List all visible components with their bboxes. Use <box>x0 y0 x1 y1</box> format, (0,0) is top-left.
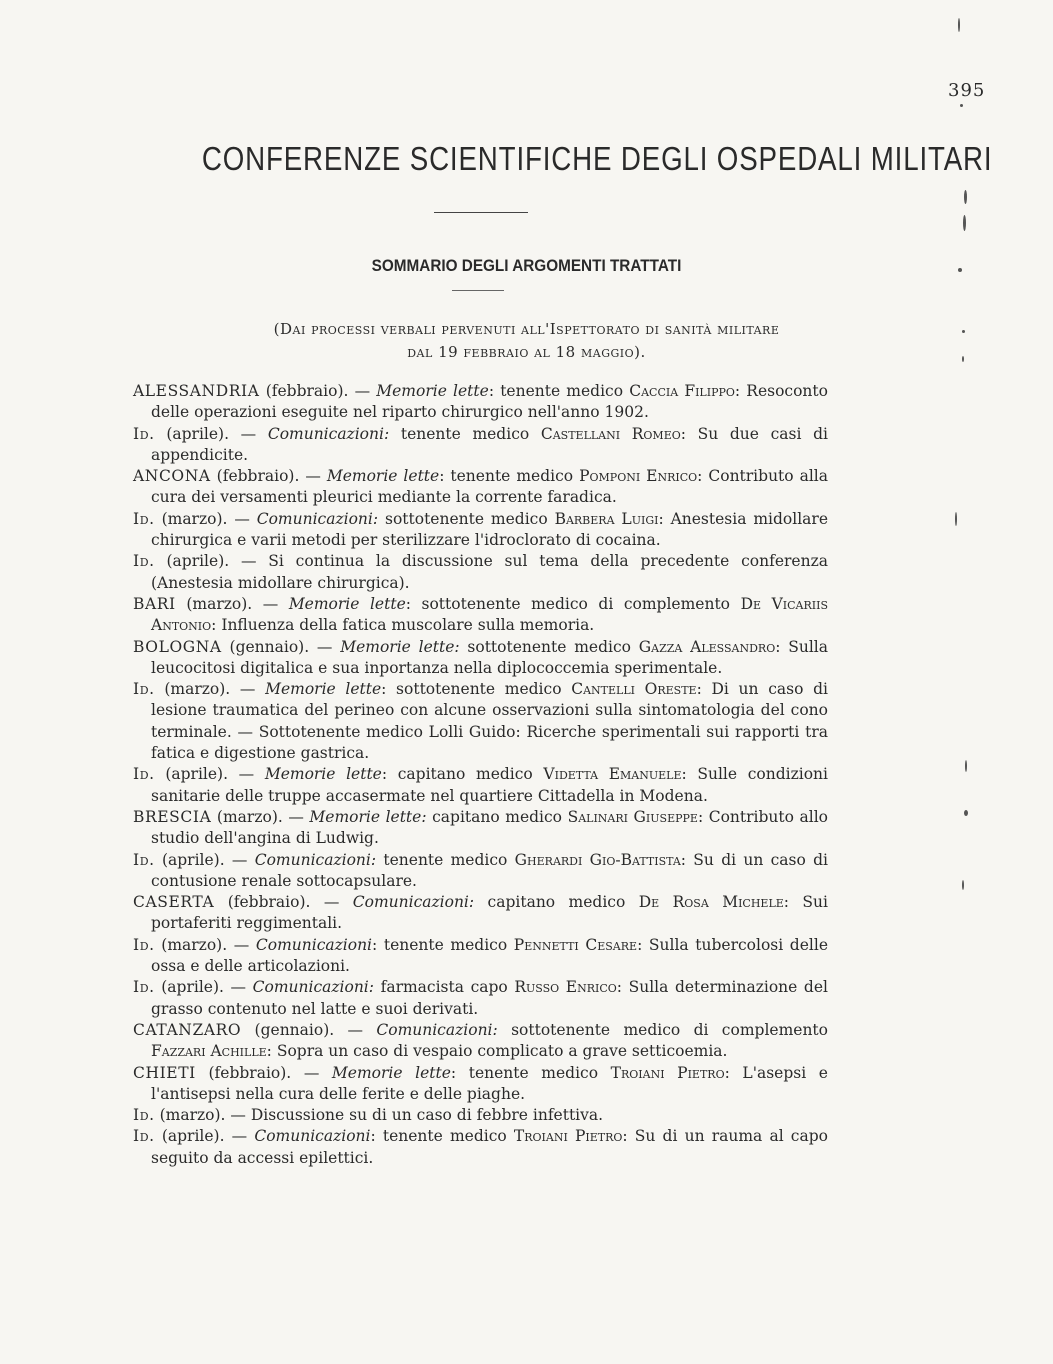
list-item <box>133 807 828 850</box>
entry-city: Id. <box>133 765 155 784</box>
entry-author: Cantelli Oreste <box>571 680 697 699</box>
entry-role: : tenente medico <box>370 1127 514 1146</box>
entry-label: Comunicazioni: <box>267 424 390 443</box>
entry-period: (marzo). — <box>211 807 310 826</box>
scan-speck <box>958 268 962 272</box>
entry-role: : tenente medico <box>488 382 630 400</box>
scan-speck <box>962 330 965 333</box>
entry-city: Id. <box>133 509 155 528</box>
entry-role: Si continua la discussione sul tema della precedente conferenza (Anestesia midollare chirurgica). <box>151 552 828 592</box>
entry-topic: : Sui portaferiti reggimentali. <box>151 893 828 933</box>
entry-topic: : Sulla determinazione del grasso contenuto nel latte e suoi derivati. <box>151 978 828 1018</box>
entry-period: (aprile). — <box>154 850 255 869</box>
list-item <box>133 1126 828 1169</box>
entry-period: (aprile). — <box>154 1127 255 1146</box>
entry-period: (febbraio). — <box>259 382 377 400</box>
entry-role: : sottotenente medico di complemento <box>405 594 741 613</box>
entry-author: Barbera Luigi <box>554 509 659 528</box>
entries-list <box>133 381 828 1169</box>
entry-label: Memorie lette <box>288 594 406 613</box>
entry-city: Id. <box>133 935 155 954</box>
entry-role: : tenente medico <box>372 935 514 954</box>
entry-city: Id. <box>133 424 155 443</box>
entry-period: (gennaio). — <box>221 637 341 656</box>
entry-city: ANCONA <box>133 467 211 486</box>
entry-period: (aprile). — <box>154 552 269 571</box>
entry-topic: : Contributo alla cura dei versamenti pleurici mediante la corrente faradica. <box>151 467 828 507</box>
list-item <box>133 637 828 680</box>
entry-label: Comunicazioni: <box>252 978 374 997</box>
entry-city: Id. <box>133 552 155 571</box>
entry-role: : sottotenente medico <box>381 680 572 699</box>
entry-author: Pennetti Cesare <box>513 935 638 954</box>
entry-period: (marzo). — <box>175 594 289 613</box>
entry-city: Id. <box>133 680 155 699</box>
list-item <box>133 679 828 764</box>
entry-topic: : Influenza della fatica muscolare sulla memoria. <box>211 616 595 635</box>
list-item <box>133 551 828 594</box>
subtitle-divider <box>452 290 504 291</box>
list-item <box>133 892 828 935</box>
entry-topic: : Su di un caso di contusione renale sottocapsulare. <box>151 850 828 890</box>
entry-role: capitano medico <box>474 893 639 912</box>
entry-period: (febbraio). — <box>214 893 353 912</box>
list-item <box>133 509 828 552</box>
entry-author: De Vicariis Antonio <box>151 594 828 635</box>
entry-period: (febbraio). — <box>210 467 327 486</box>
list-item <box>133 977 828 1020</box>
entry-city: Id. <box>133 1106 155 1125</box>
list-item <box>133 764 828 807</box>
entry-city: BRESCIA <box>133 807 212 826</box>
entry-period: (aprile). — <box>154 978 253 997</box>
page-number: 395 <box>948 80 986 101</box>
list-item <box>133 424 828 467</box>
list-item <box>133 466 828 509</box>
entry-label: Memorie lette <box>376 382 489 400</box>
entry-label: Comunicazioni: <box>352 893 475 912</box>
scan-speck <box>962 356 964 362</box>
entry-city: CASERTA <box>133 893 215 912</box>
scan-speck <box>958 18 960 32</box>
entry-period: (marzo). — <box>154 509 257 528</box>
entry-period: (aprile). — <box>154 765 265 784</box>
entry-topic: : L'asepsi e l'antisepsi nella cura delle ferite e delle piaghe. <box>151 1063 828 1103</box>
entry-topic: : Resoconto delle operazioni eseguite nel riparto chirurgico nell'anno 1902. <box>151 382 828 422</box>
entry-label: Comunicazioni: <box>256 509 379 528</box>
entry-city: Id. <box>133 978 155 997</box>
entry-topic: : Sopra un caso di vespaio complicato a grave setticoemia. <box>266 1042 728 1061</box>
entry-author: Castellani Romeo <box>540 424 681 443</box>
entry-topic: : Sulla tubercolosi delle ossa e delle articolazioni. <box>151 935 828 976</box>
scan-speck <box>962 880 964 890</box>
source-note-line-1: (Dai processi verbali pervenuti all'Ispettorato di sanità militare <box>273 320 780 338</box>
entry-label: Comunicazioni: <box>254 850 377 869</box>
title-divider <box>434 212 528 213</box>
entry-author: Pomponi Enrico <box>579 467 698 486</box>
source-note <box>140 318 913 364</box>
entry-city: CHIETI <box>133 1063 196 1082</box>
list-item <box>133 1063 828 1106</box>
entry-topic: : Contributo allo studio dell'angina di Ludwig. <box>151 807 828 848</box>
entry-role: capitano medico <box>426 807 568 826</box>
entry-label: Memorie lette: <box>340 637 460 656</box>
scan-speck <box>964 810 968 816</box>
entry-role: : tenente medico <box>450 1063 611 1082</box>
entry-author: Gazza Alessandro <box>638 637 776 656</box>
entry-label: Memorie lette <box>265 680 382 699</box>
entry-role: sottotenente medico di complemento <box>497 1020 828 1039</box>
entry-topic: : Sulle condizioni sanitarie delle truppe accasermate nel quartiere Cittadella in Modena. <box>151 765 828 805</box>
entry-period: (gennaio). — <box>241 1020 377 1039</box>
entry-topic: : Anestesia midollare chirurgica e varii metodi per sterilizzare l'idroclorato di cocaina. <box>151 509 828 550</box>
entry-city: BARI <box>133 594 176 613</box>
entry-author: Salinari Giuseppe <box>567 807 698 826</box>
entry-author: Troiani Pietro <box>513 1127 623 1146</box>
entry-label: Comunicazioni <box>255 935 373 954</box>
entry-author: Gherardi Gio-Battista <box>514 850 681 869</box>
entry-topic: : Di un caso di lesione traumatica del perineo con alcune osservazioni sulla sintomatologia del cono terminale. — Sottotenente medico Lolli Guido: Ricerche sperimentali sui rapporti tra fatica e digestione gastrica. <box>151 680 828 763</box>
entry-label: Memorie lette <box>264 765 382 784</box>
entry-period: (marzo). — <box>154 680 266 699</box>
entry-label: Comunicazioni: <box>376 1020 498 1039</box>
scan-speck <box>963 215 966 231</box>
entry-author: Troiani Pietro <box>610 1063 725 1082</box>
entry-period: (aprile). — <box>154 424 268 443</box>
entry-author: De Rosa Michele <box>638 893 784 912</box>
entry-role: sottotenente medico <box>459 637 639 656</box>
entry-author: Russo Enrico <box>514 978 617 997</box>
scan-speck <box>964 190 967 204</box>
entry-city: BOLOGNA <box>133 637 222 656</box>
entry-topic: : Su di un rauma al capo seguito da accessi epilettici. <box>151 1127 828 1167</box>
scan-speck <box>955 512 957 526</box>
entry-author: Caccia Filippo <box>629 382 735 400</box>
scan-speck <box>960 104 963 107</box>
section-subtitle: SOMMARIO DEGLI ARGOMENTI TRATTATI <box>371 256 682 275</box>
entry-role: : tenente medico <box>439 467 580 486</box>
list-item <box>133 381 828 424</box>
entry-period: (marzo). — <box>154 935 256 954</box>
list-item <box>133 1105 828 1126</box>
entry-topic: : Sulla leucocitosi digitalica e sua inportanza nella diplococcemia sperimentale. <box>151 637 829 677</box>
entry-city: ALESSANDRIA <box>133 382 260 400</box>
entry-label: Memorie lette: <box>309 807 427 826</box>
entry-role: farmacista capo <box>374 978 515 997</box>
list-item <box>133 850 828 893</box>
entry-period: (febbraio). — <box>195 1063 332 1082</box>
list-item <box>133 594 828 637</box>
entry-city: CATANZARO <box>133 1020 242 1039</box>
entry-author: Fazzari Achille <box>151 1042 267 1061</box>
entry-role: : capitano medico <box>381 765 544 784</box>
entry-city: Id. <box>133 1127 155 1146</box>
scan-speck <box>965 760 967 772</box>
entry-role: Discussione su di un caso di febbre infettiva. <box>250 1106 604 1125</box>
page-title: CONFERENZE SCIENTIFICHE DEGLI OSPEDALI MILITARI <box>201 140 993 177</box>
entry-label: Comunicazioni <box>254 1127 371 1146</box>
entry-topic: : Su due casi di appendicite. <box>151 424 828 464</box>
entry-label: Memorie lette <box>326 467 440 486</box>
list-item <box>133 935 828 978</box>
entry-period: (marzo). — <box>154 1106 251 1125</box>
source-note-line-2: dal 19 febbraio al 18 maggio). <box>407 343 646 361</box>
entry-label: Memorie lette <box>331 1063 451 1082</box>
list-item <box>133 1020 828 1063</box>
entry-role: tenente medico <box>376 850 515 869</box>
entry-author: Videtta Emanuele <box>543 765 682 784</box>
entry-city: Id. <box>133 850 155 869</box>
entry-role: sottotenente medico <box>378 509 555 528</box>
entry-role: tenente medico <box>389 424 541 443</box>
